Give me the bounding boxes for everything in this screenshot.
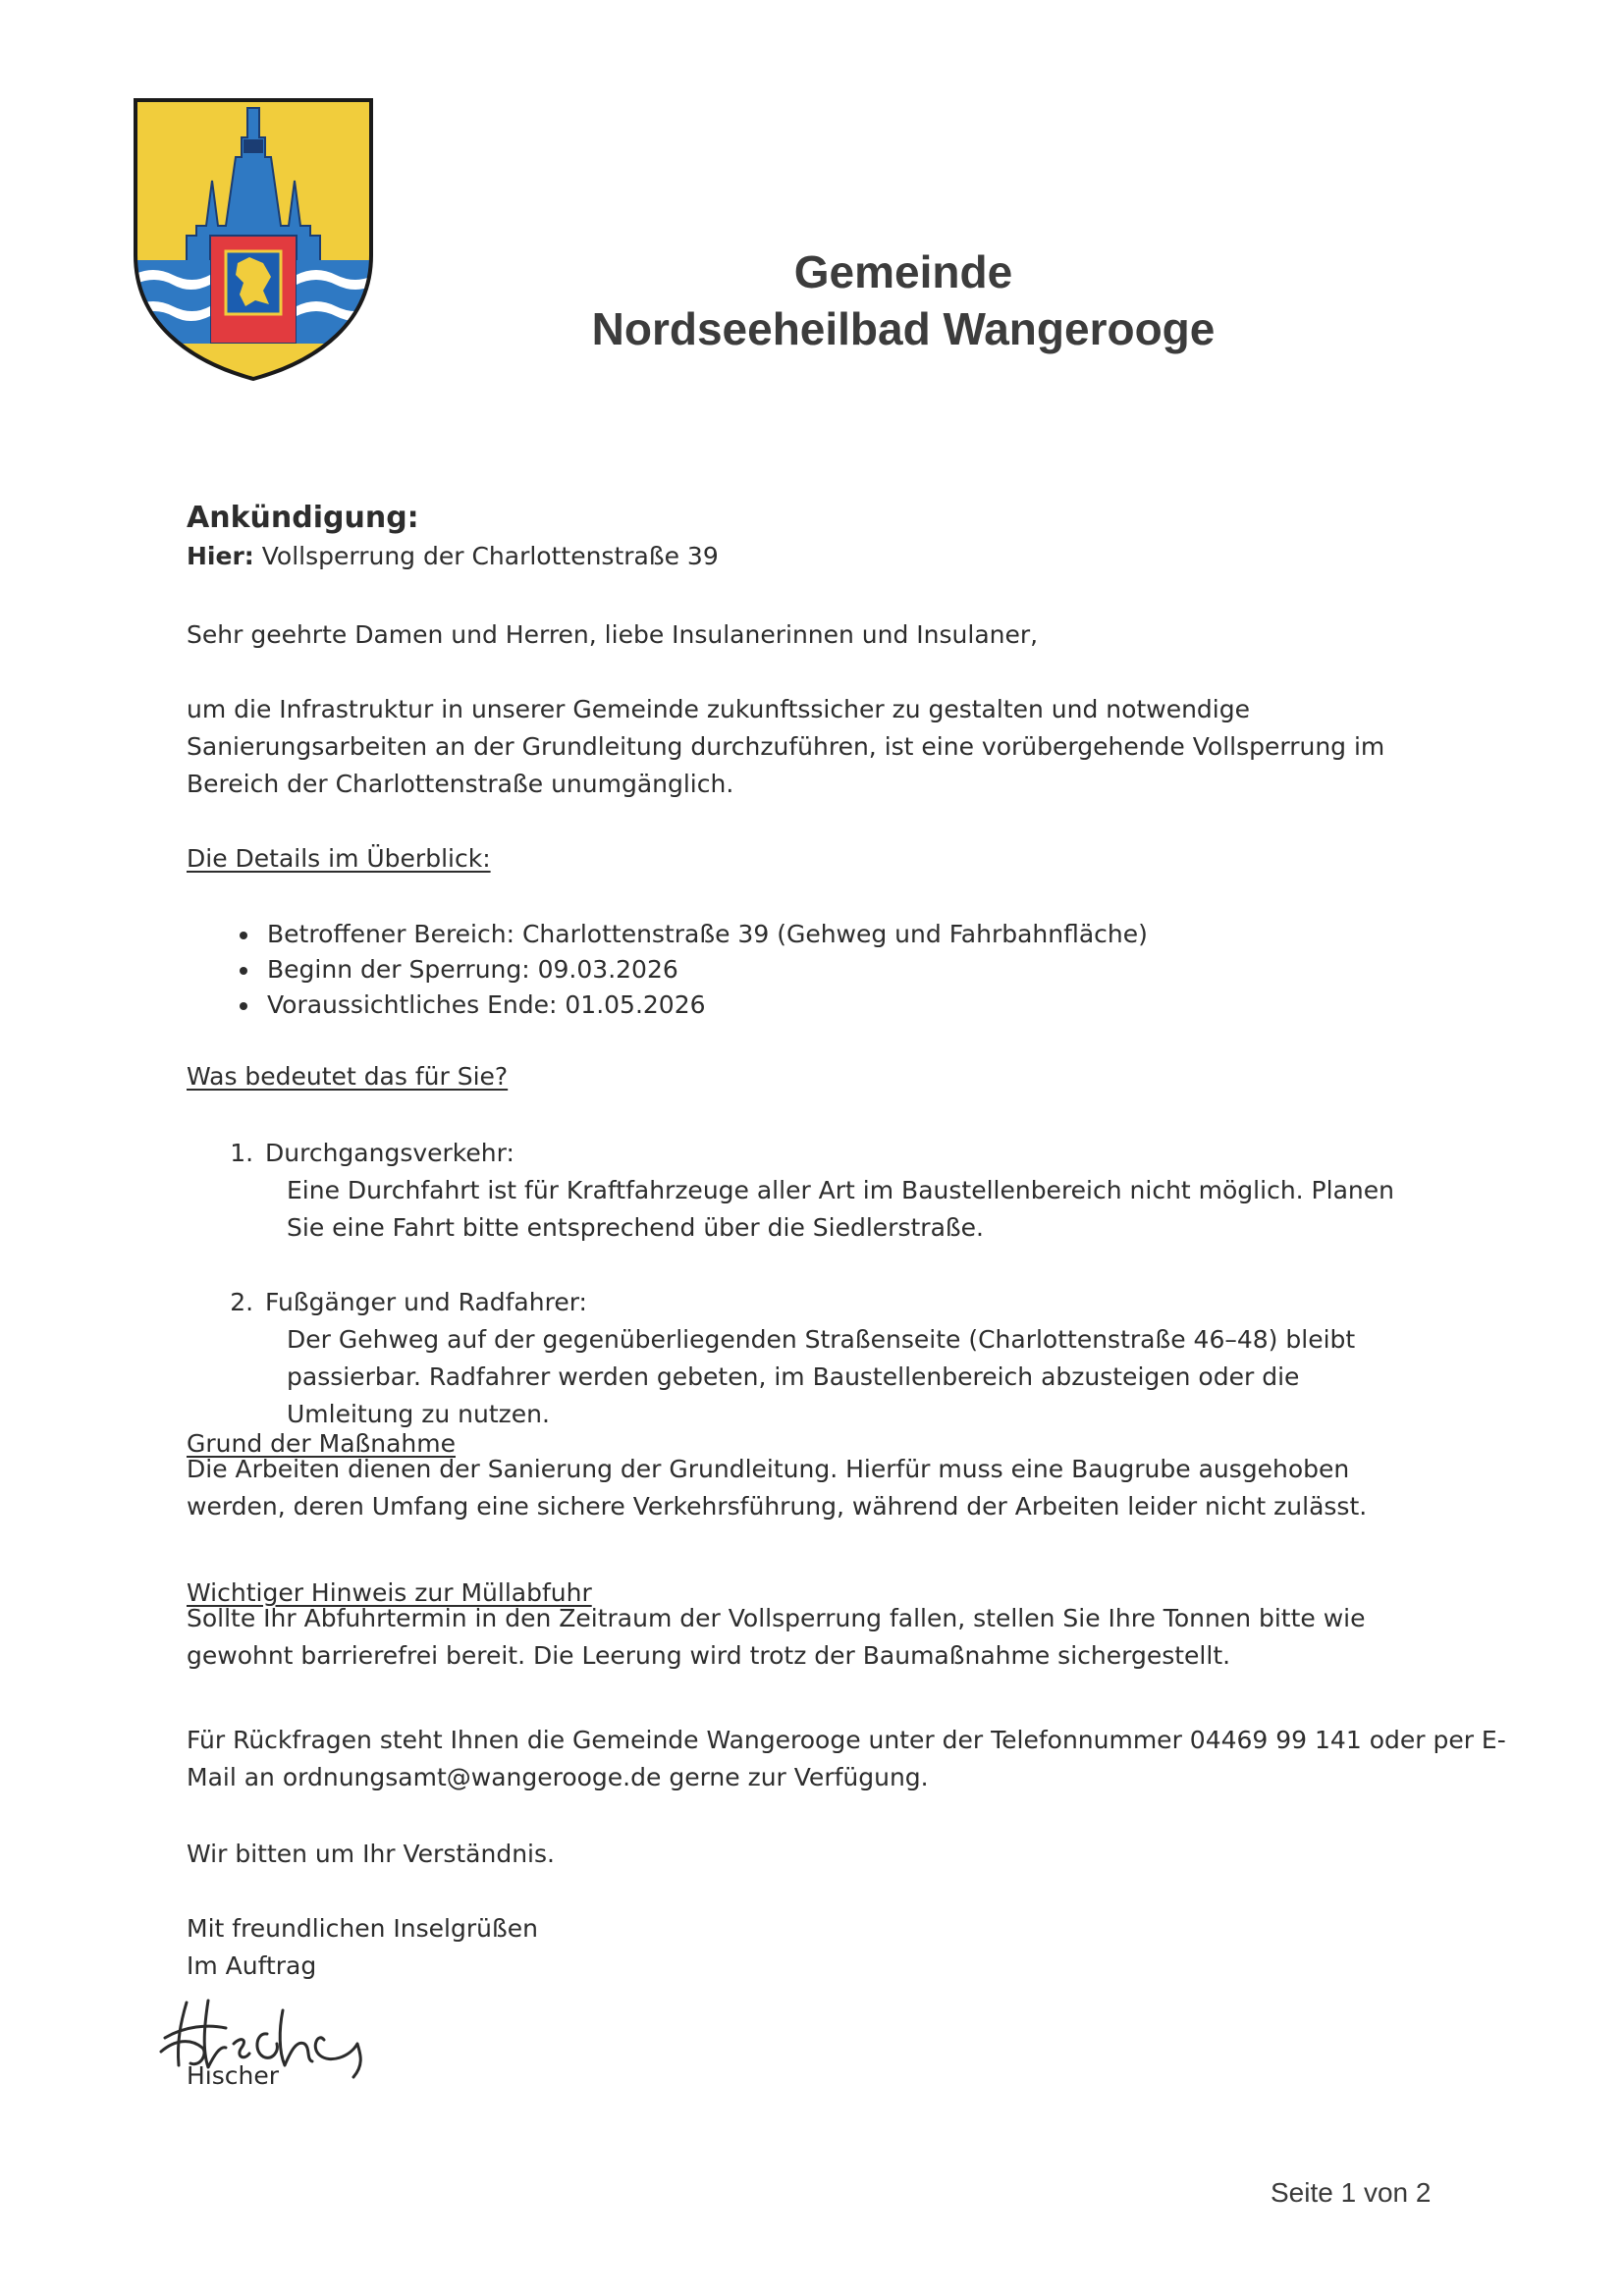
closing-thanks: Wir bitten um Ihr Verständnis.: [187, 1840, 555, 1868]
list-item: • Betroffener Bereich: Charlottenstraße 39 (Gehweg und Fahrbahnfläche): [261, 917, 1148, 952]
impact-title: Was bedeutet das für Sie?: [187, 1062, 509, 1091]
closing-on-behalf: Im Auftrag: [187, 1951, 317, 1980]
reason-text: Die Arbeiten dienen der Sanierung der Grundleitung. Hierfür muss eine Baugrube ausgehoben werden, deren Umfang eine sichere Verkehrsführung, während der Arbeiten leider nicht zulässt.: [187, 1455, 1368, 1521]
subject-text: Vollsperrung der Charlottenstraße 39: [261, 542, 719, 570]
waste-title: Wichtiger Hinweis zur Müllabfuhr: [187, 1578, 592, 1607]
intro-paragraph: um die Infrastruktur in unserer Gemeinde zukunftssicher zu gestalten und notwendige Sanierungsarbeiten an der Grundleitung durchzuführen, ist eine vorübergehende Vollsperrung im Bereich der Charlottenstraße unumgänglich.: [187, 695, 1385, 798]
impact-label: Durchgangsverkehr:: [265, 1139, 514, 1167]
list-item: • Voraussichtliches Ende: 01.05.2026: [261, 988, 1148, 1023]
org-header: [491, 243, 1316, 357]
list-item: • Beginn der Sperrung: 09.03.2026: [261, 952, 1148, 988]
closing-greeting: Mit freundlichen Inselgrüßen: [187, 1914, 538, 1943]
contact-line-2: Mail an ordnungsamt@wangerooge.de gerne zur Verfügung.: [187, 1763, 929, 1791]
contact-line-1: Für Rückfragen steht Ihnen die Gemeinde Wangerooge unter der Telefonnummer 04469 99 141 oder per E-: [187, 1726, 1506, 1754]
signer-name: Hischer: [187, 2061, 280, 2090]
notice-subject: [187, 542, 719, 570]
list-item: [261, 1135, 1430, 1247]
impact-label: Fußgänger und Radfahrer:: [265, 1288, 587, 1316]
details-list: [187, 917, 1148, 1023]
subject-label: Hier:: [187, 542, 254, 570]
coat-of-arms: [134, 98, 373, 381]
details-title: Die Details im Überblick:: [187, 844, 491, 873]
org-name-line1: Gemeinde: [793, 246, 1013, 297]
list-item: [261, 1284, 1430, 1433]
salutation: Sehr geehrte Damen und Herren, liebe Insulanerinnen und Insulaner,: [187, 620, 1039, 649]
waste-text: Sollte Ihr Abfuhrtermin in den Zeitraum der Vollsperrung fallen, stellen Sie Ihre Tonnen bitte wie gewohnt barrierefrei bereit. Die Leerung wird trotz der Baumaßnahme sichergestellt.: [187, 1604, 1366, 1670]
notice-heading: Ankündigung:: [187, 501, 419, 535]
impact-text: Eine Durchfahrt ist für Kraftfahrzeuge aller Art im Baustellenbereich nicht möglich. Planen Sie eine Fahrt bitte entsprechend über die Siedlerstraße.: [287, 1176, 1394, 1242]
page-number: Seite 1 von 2: [1271, 2177, 1432, 2208]
reason-title: Grund der Maßnahme: [187, 1429, 457, 1458]
org-name-line2: Nordseeheilbad Wangerooge: [591, 303, 1216, 354]
impact-text: Der Gehweg auf der gegenüberliegenden Straßenseite (Charlottenstraße 46–48) bleibt passierbar. Radfahrer werden gebeten, im Baustellenbereich abzusteigen oder die Umleitung zu nutzen.: [287, 1325, 1356, 1428]
impact-list: [187, 1135, 1430, 1433]
